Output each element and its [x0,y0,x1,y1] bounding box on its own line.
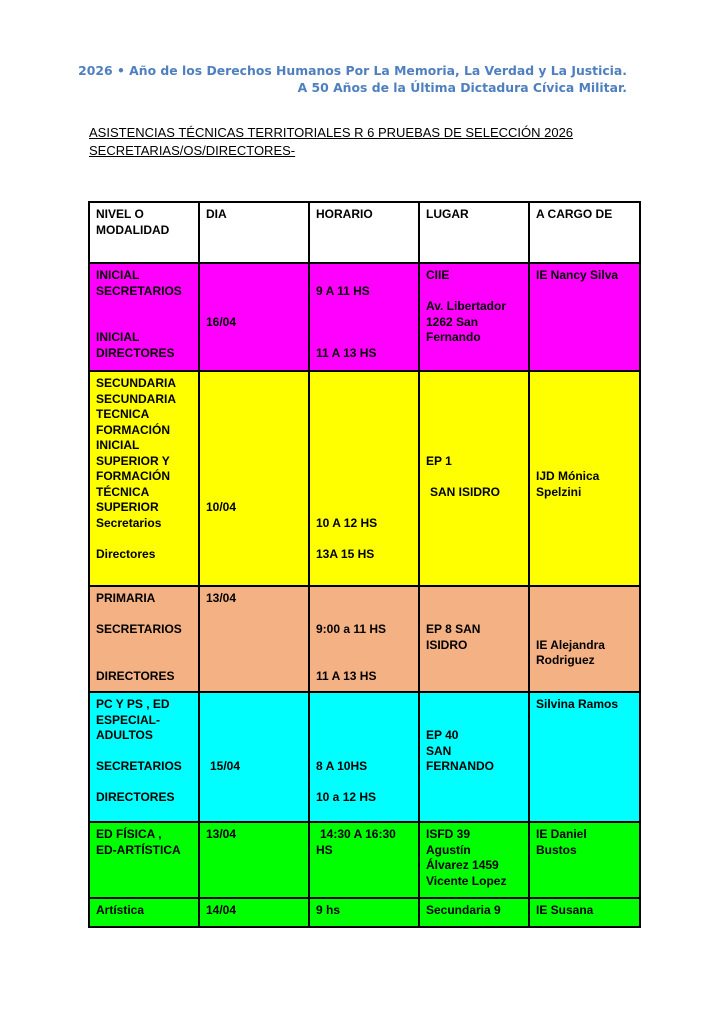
cell-dia: 16/04 [199,263,309,371]
header-dia: DIA [199,202,309,263]
cell-cargo: IE Susana [529,898,640,927]
cell-lugar: EP 8 SAN ISIDRO [419,586,529,692]
cell-nivel: Artística [89,898,199,927]
table-row [89,822,640,898]
cell-nivel: PRIMARIA SECRETARIOS DIRECTORES [89,586,199,692]
cell-cargo: IJD Mónica Spelzini [529,371,640,586]
cell-dia: 13/04 [199,822,309,898]
header-horario: HORARIO [309,202,419,263]
cell-nivel: SECUNDARIA SECUNDARIA TECNICA FORMACIÓN INICIAL SUPERIOR Y FORMACIÓN TÉCNICA SUPERIOR Secretarios Directores [89,371,199,586]
title-line-2: SECRETARIAS/OS/DIRECTORES- [89,143,296,158]
cell-dia: 15/04 [199,692,309,822]
banner-line-2: A 50 Años de la Última Dictadura Cívica Militar. [297,80,627,95]
table-row [89,898,640,927]
table-row [89,692,640,822]
cell-nivel: PC Y PS , ED ESPECIAL- ADULTOS SECRETARIOS DIRECTORES [89,692,199,822]
table-header-row [89,202,640,263]
cell-cargo: IE Daniel Bustos [529,822,640,898]
cell-lugar: CIIE Av. Libertador 1262 San Fernando [419,263,529,371]
table-row [89,586,640,692]
cell-lugar: EP 40 SAN FERNANDO [419,692,529,822]
table-row [89,263,640,371]
header-banner [78,62,627,96]
cell-cargo: IE Nancy Silva [529,263,640,371]
cell-horario: 14:30 A 16:30 HS [309,822,419,898]
cell-horario: 10 A 12 HS 13A 15 HS [309,371,419,586]
banner-line-1: 2026 • Año de los Derechos Humanos Por La Memoria, La Verdad y La Justicia. [78,63,627,78]
cell-lugar: EP 1 SAN ISIDRO [419,371,529,586]
cell-dia: 14/04 [199,898,309,927]
cell-horario: 8 A 10HS 10 a 12 HS [309,692,419,822]
table-row [89,371,640,586]
cell-dia: 13/04 [199,586,309,692]
cell-horario: 9 hs [309,898,419,927]
header-nivel: NIVEL O MODALIDAD [89,202,199,263]
cell-nivel: ED FÍSICA , ED-ARTÍSTICA [89,822,199,898]
cell-cargo: Silvina Ramos [529,692,640,822]
cell-lugar: Secundaria 9 [419,898,529,927]
header-cargo: A CARGO DE [529,202,640,263]
cell-horario: 9:00 a 11 HS 11 A 13 HS [309,586,419,692]
header-lugar: LUGAR [419,202,529,263]
cell-nivel: INICIAL SECRETARIOS INICIAL DIRECTORES [89,263,199,371]
document-title [89,124,573,160]
cell-lugar: ISFD 39 Agustín Álvarez 1459 Vicente Lopez [419,822,529,898]
title-line-1: ASISTENCIAS TÉCNICAS TERRITORIALES R 6 PRUEBAS DE SELECCIÓN 2026 [89,125,574,140]
cell-cargo: IE Alejandra Rodriguez [529,586,640,692]
schedule-table [88,201,641,928]
cell-horario: 9 A 11 HS 11 A 13 HS [309,263,419,371]
cell-dia: 10/04 [199,371,309,586]
